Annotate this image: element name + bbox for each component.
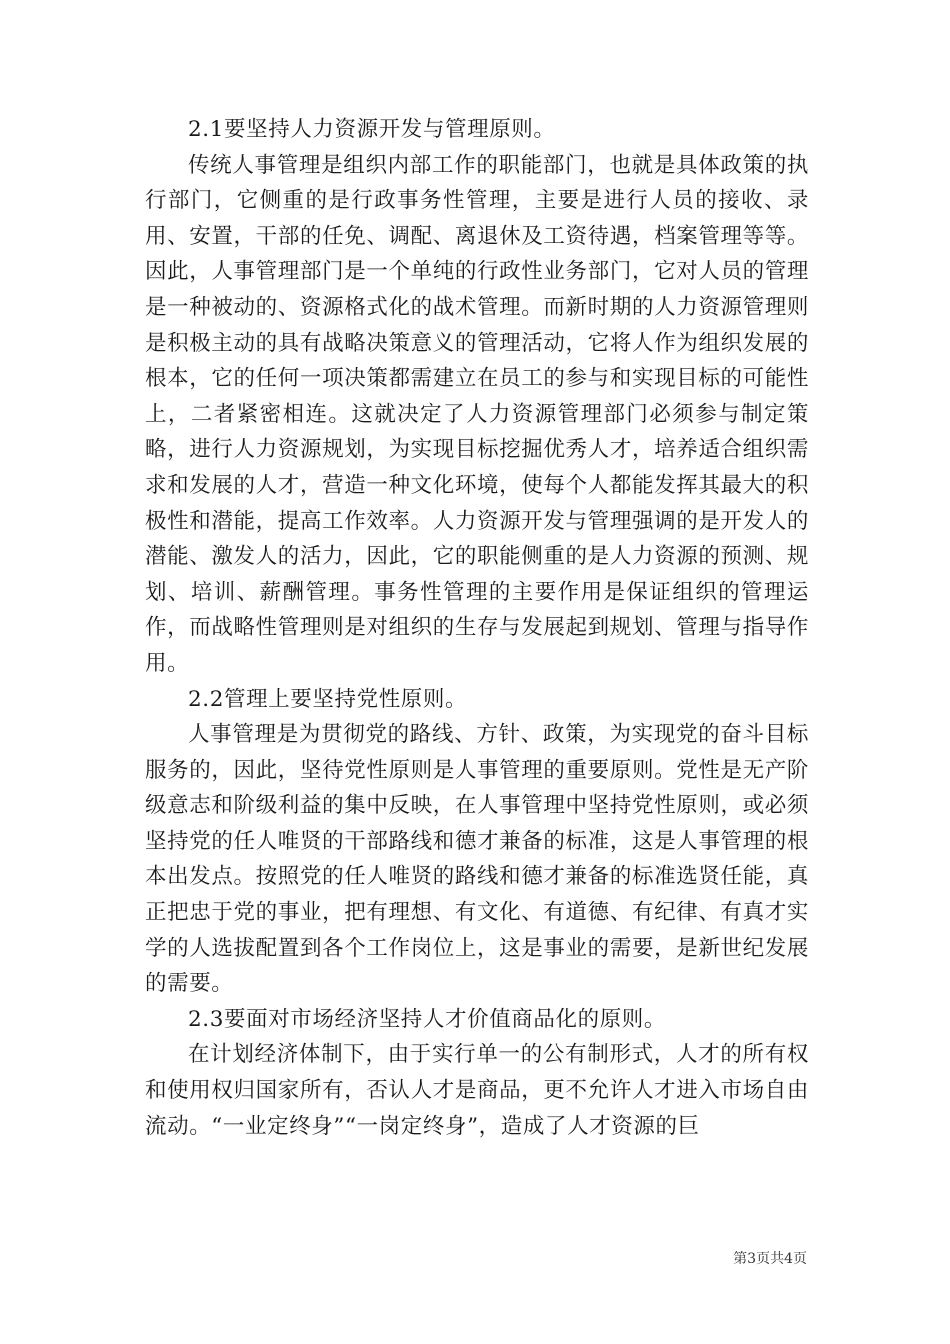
document-page xyxy=(145,112,809,1144)
section-body-2-1: 传统人事管理是组织内部工作的职能部门，也就是具体政策的执行部门，它侧重的是行政事务性管理，主要是进行人员的接收、录用、安置，干部的任免、调配、离退休及工资待遇，档案管理等等。因此，人事管理部门是一个单纯的行政性业务部门，它对人员的管理是一种被动的、资源格式化的战术管理。而新时期的人力资源管理则是积极主动的具有战略决策意义的管理活动，它将人作为组织发展的根本，它的任何一项决策都需建立在员工的参与和实现目标的可能性上，二者紧密相连。这就决定了人力资源管理部门必须参与制定策略，进行人力资源规划，为实现目标挖掘优秀人才，培养适合组织需求和发展的人才，营造一种文化环境，使每个人都能发挥其最大的积极性和潜能，提高工作效率。人力资源开发与管理强调的是开发人的潜能、激发人的活力，因此，它的职能侧重的是人力资源的预测、规划、培训、薪酬管理。事务性管理的主要作用是保证组织的管理运作，而战略性管理则是对组织的生存与发展起到规划、管理与指导作用。 xyxy=(145,152,809,676)
page-number-footer: 第3页共4页 xyxy=(733,1251,807,1267)
section-heading-2-3: 2.3要面对市场经济坚持人才价值商品化的原则。 xyxy=(188,1006,666,1032)
section-body-2-2: 人事管理是为贯彻党的路线、方针、政策，为实现党的奋斗目标服务的，因此，坚待党性原则是人事管理的重要原则。党性是无产阶级意志和阶级利益的集中反映，在人事管理中坚持党性原则，或必须坚持党的任人唯贤的干部路线和德才兼备的标准，这是人事管理的根本出发点。按照党的任人唯贤的路线和德才兼备的标准选贤任能，真正把忠于党的事业，把有理想、有文化、有道德、有纪律、有真才实学的人选拔配置到各个工作岗位上，这是事业的需要，是新世纪发展的需要。 xyxy=(145,722,809,997)
section-body-2-3: 在计划经济体制下，由于实行单一的公有制形式，人才的所有权和使用权归国家所有，否认人才是商品，更不允许人才进入市场自由流动。“一业定终身”“一岗定终身”，造成了人才资源的巨 xyxy=(145,1042,809,1139)
section-heading-2-1: 2.1要坚持人力资源开发与管理原则。 xyxy=(188,117,556,142)
section-heading-2-2: 2.2管理上要坚持党性原则。 xyxy=(188,686,468,712)
